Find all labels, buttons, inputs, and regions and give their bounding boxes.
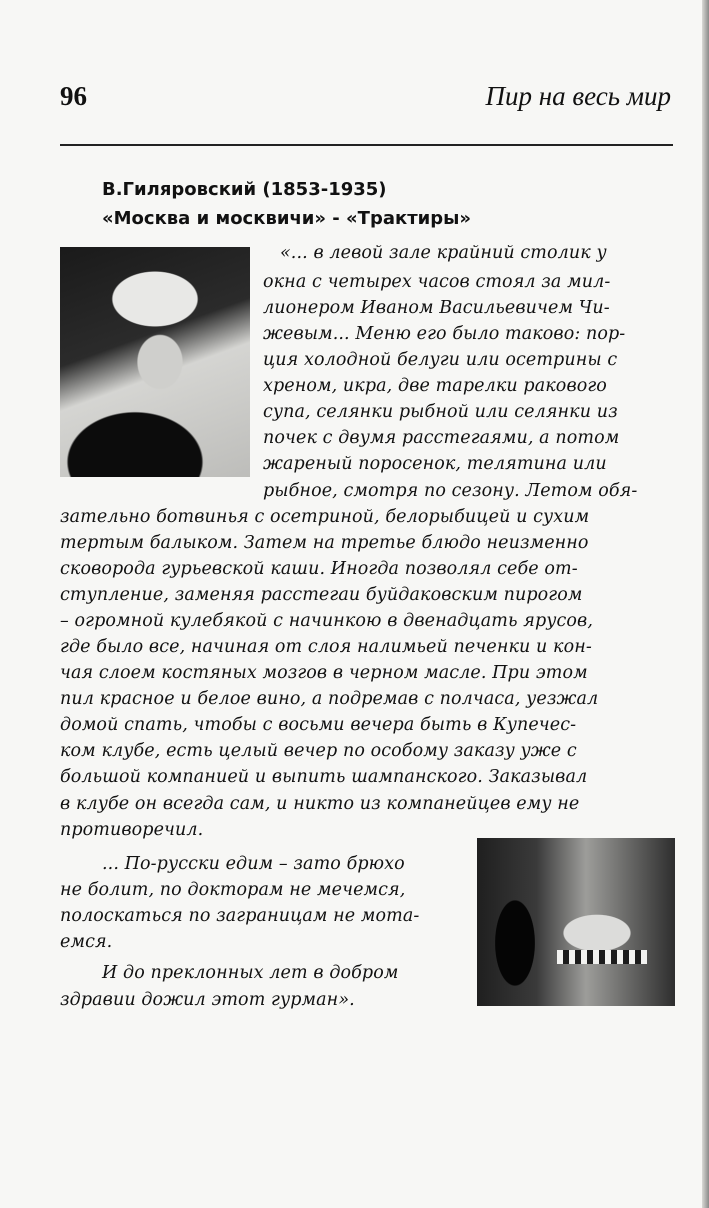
text-line: – огромной кулебякой с начинкою в двенадцать ярусов, — [60, 611, 593, 631]
text-line: ступление, заменяя расстегаи буйдаковским пирогом — [60, 585, 583, 605]
header-divider — [60, 144, 673, 146]
source-heading: «Москва и москвичи» - «Трактиры» — [102, 208, 472, 229]
text-line: где было все, начиная от слоя налимьей печенки и кон- — [60, 637, 592, 657]
text-line: ция холодной белуги или осетрины с — [263, 350, 618, 370]
boy-in-chef-hat-photo — [60, 247, 250, 477]
running-title: Пир на весь мир — [485, 81, 671, 111]
text-line: большой компанией и выпить шампанского. Заказывал — [60, 767, 588, 787]
text-line: хреном, икра, две тарелки ракового — [263, 376, 607, 396]
text-line: тертым балыком. Затем на третье блюдо неизменно — [60, 533, 589, 553]
page-edge-shadow — [702, 0, 709, 1208]
text-line: противоречил. — [60, 820, 204, 840]
text-line: пил красное и белое вино, а подремав с полчаса, уезжал — [60, 689, 599, 709]
page-number: 96 — [60, 81, 87, 111]
text-line: ... По-русски едим – зато брюхо — [102, 854, 405, 874]
text-line: рыбное, смотря по сезону. Летом обя- — [263, 481, 638, 501]
text-line: жареный поросенок, телятина или — [263, 454, 607, 474]
text-line: почек с двумя расстегаями, а потом — [263, 428, 620, 448]
tea-table-painting — [477, 838, 675, 1006]
text-line: ком клубе, есть целый вечер по особому заказу уже с — [60, 741, 577, 761]
text-line: окна с четырех часов стоял за мил- — [263, 272, 611, 292]
text-line: полоскаться по заграницам не мота- — [60, 906, 420, 926]
author-heading: В.Гиляровский (1853-1935) — [102, 179, 387, 200]
text-line: жевым... Меню его было таково: пор- — [263, 324, 626, 344]
text-line: «... в левой зале крайний столик у — [280, 243, 607, 263]
text-line: И до преклонных лет в добром — [102, 963, 399, 983]
text-line: зательно ботвинья с осетриной, белорыбицей и сухим — [60, 507, 590, 527]
text-line: домой спать, чтобы с восьми вечера быть в Купечес- — [60, 715, 577, 735]
text-line: супа, селянки рыбной или селянки из — [263, 402, 618, 422]
text-line: чая слоем костяных мозгов в черном масле. При этом — [60, 663, 588, 683]
text-line: сковорода гурьевской каши. Иногда позволял себе от- — [60, 559, 578, 579]
text-line: не болит, по докторам не мечемся, — [60, 880, 406, 900]
text-line: здравии дожил этот гурман». — [60, 990, 355, 1010]
text-line: лионером Иваном Васильевичем Чи- — [263, 298, 610, 318]
text-line: емся. — [60, 932, 113, 952]
text-line: в клубе он всегда сам, и никто из компанейцев ему не — [60, 794, 580, 814]
